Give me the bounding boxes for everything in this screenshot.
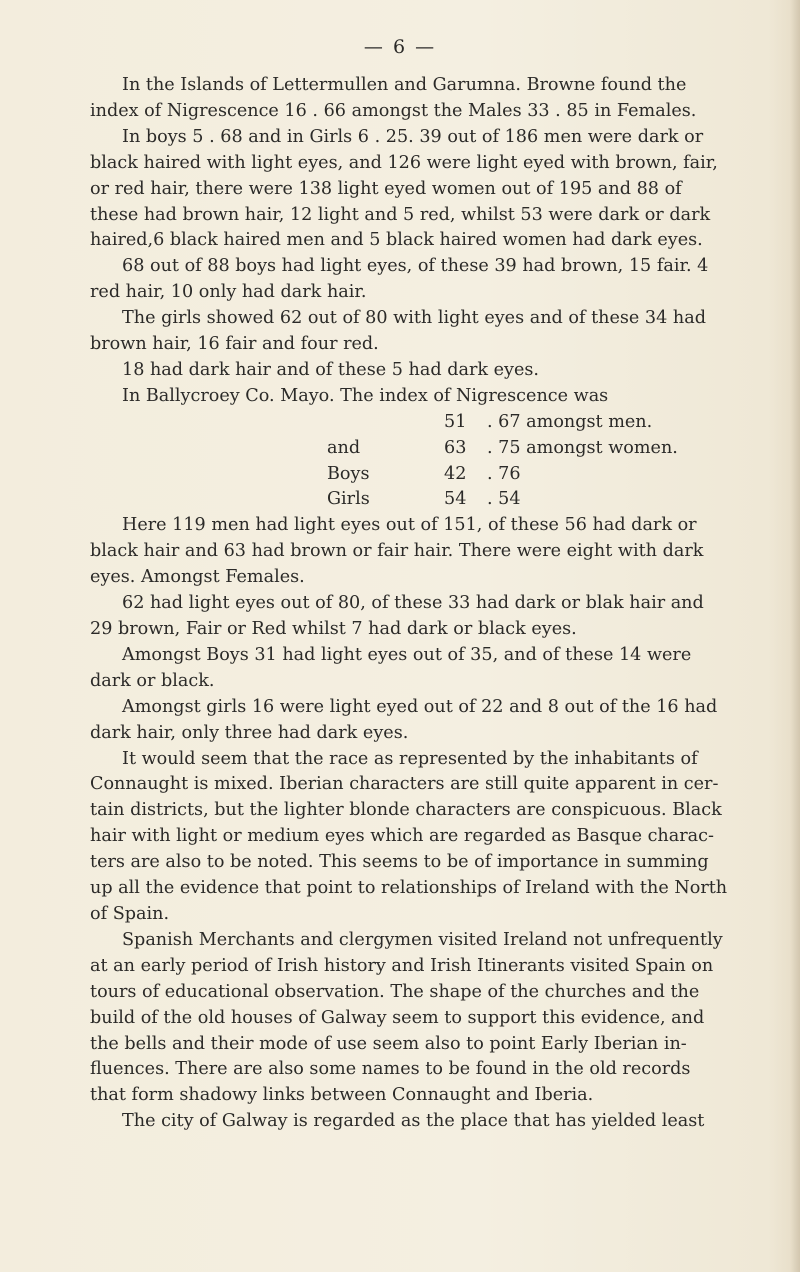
index-value: 42 bbox=[444, 463, 467, 484]
index-detail: . 76 bbox=[487, 463, 521, 484]
index-row bbox=[90, 410, 770, 436]
index-value: 63 bbox=[444, 437, 467, 458]
index-detail: . 54 bbox=[487, 489, 521, 510]
index-label: Boys bbox=[327, 463, 370, 484]
text-line: that form shadowy links between Connaught and Iberia. bbox=[90, 1085, 594, 1106]
index-row bbox=[90, 487, 770, 513]
text-block-before-table bbox=[90, 73, 770, 410]
page-edge-shadow bbox=[790, 0, 800, 1272]
page-number: — 6 — bbox=[363, 36, 437, 58]
text-line: index of Nigrescence 16 . 66 amongst the Males 33 . 85 in Females. bbox=[90, 100, 697, 121]
text-line: In Ballycroey Co. Mayo. The index of Nigrescence was bbox=[122, 385, 609, 406]
body-text bbox=[90, 73, 770, 1135]
text-line: Spanish Merchants and clergymen visited Ireland not unfrequently bbox=[122, 929, 723, 950]
index-detail: . 75 amongst women. bbox=[487, 437, 678, 458]
text-line: black hair and 63 had brown or fair hair. There were eight with dark bbox=[90, 541, 704, 562]
text-line: hair with light or medium eyes which are regarded as Basque charac- bbox=[90, 826, 714, 847]
text-line: It would seem that the race as represented by the inhabitants of bbox=[122, 748, 698, 769]
text-line: The girls showed 62 out of 80 with light eyes and of these 34 had bbox=[122, 308, 706, 329]
text-line: at an early period of Irish history and Irish Itinerants visited Spain on bbox=[90, 955, 714, 976]
text-line: Amongst Boys 31 had light eyes out of 35, and of these 14 were bbox=[122, 644, 692, 665]
text-line: black haired with light eyes, and 126 were light eyed with brown, fair, bbox=[90, 152, 718, 173]
text-line: build of the old houses of Galway seem to support this evidence, and bbox=[90, 1007, 705, 1028]
text-line: these had brown hair, 12 light and 5 red, whilst 53 were dark or dark bbox=[90, 204, 711, 225]
index-value: 51 bbox=[444, 411, 467, 432]
text-line: The city of Galway is regarded as the place that has yielded least bbox=[122, 1111, 705, 1132]
index-row bbox=[90, 436, 770, 462]
text-line: tours of educational observation. The shape of the churches and the bbox=[90, 981, 700, 1002]
text-line: Here 119 men had light eyes out of 151, of these 56 had dark or bbox=[122, 515, 697, 536]
text-line: tain districts, but the lighter blonde characters are conspicuous. Black bbox=[90, 800, 722, 821]
index-label: and bbox=[327, 437, 361, 458]
text-line: the bells and their mode of use seem also to point Early Iberian in- bbox=[90, 1033, 687, 1054]
nigrescence-index-table bbox=[90, 410, 770, 514]
text-line: or red hair, there were 138 light eyed women out of 195 and 88 of bbox=[90, 178, 682, 199]
index-value: 54 bbox=[444, 489, 467, 510]
text-line: 68 out of 88 boys had light eyes, of these 39 had brown, 15 fair. 4 bbox=[122, 256, 709, 277]
text-line: 18 had dark hair and of these 5 had dark eyes. bbox=[122, 359, 540, 380]
text-line: In boys 5 . 68 and in Girls 6 . 25. 39 out of 186 men were dark or bbox=[122, 126, 704, 147]
text-line: brown hair, 16 fair and four red. bbox=[90, 334, 379, 355]
text-line: dark hair, only three had dark eyes. bbox=[90, 722, 409, 743]
text-block-after-table bbox=[90, 513, 770, 1135]
text-line: ters are also to be noted. This seems to be of importance in summing bbox=[90, 852, 709, 873]
text-line: up all the evidence that point to relationships of Ireland with the North bbox=[90, 878, 728, 899]
text-line: 29 brown, Fair or Red whilst 7 had dark or black eyes. bbox=[90, 619, 577, 639]
index-detail: . 67 amongst men. bbox=[487, 411, 653, 432]
text-line: of Spain. bbox=[90, 903, 170, 924]
index-label: Girls bbox=[327, 489, 370, 510]
text-line: red hair, 10 only had dark hair. bbox=[90, 282, 367, 303]
text-line: Amongst girls 16 were light eyed out of 22 and 8 out of the 16 had bbox=[122, 696, 718, 717]
text-line: In the Islands of Lettermullen and Garumna. Browne found the bbox=[122, 75, 687, 95]
text-line: Connaught is mixed. Iberian characters are still quite apparent in cer- bbox=[90, 774, 719, 795]
text-line: dark or black. bbox=[90, 670, 215, 691]
text-line: 62 had light eyes out of 80, of these 33 had dark or blak hair and bbox=[122, 593, 704, 614]
text-line: fluences. There are also some names to be found in the old records bbox=[90, 1059, 691, 1080]
text-line: haired,6 black haired men and 5 black haired women had dark eyes. bbox=[90, 230, 703, 251]
text-line: eyes. Amongst Females. bbox=[90, 567, 305, 588]
index-row bbox=[90, 462, 770, 488]
